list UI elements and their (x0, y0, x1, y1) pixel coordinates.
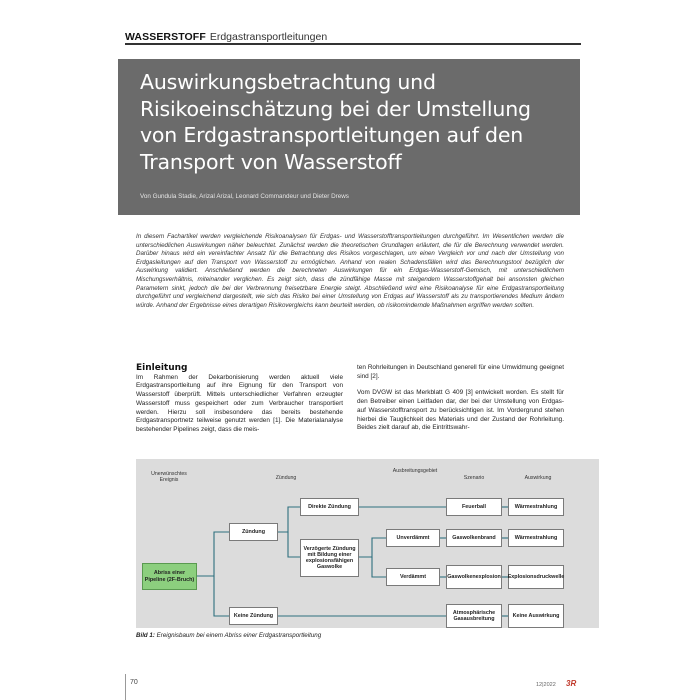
section-header (125, 27, 581, 43)
article-title: Auswirkungsbetrachtung und Risikoeinschätzung bei der Umstellung von Erdgastransportleitungen auf den Transport von Wasserstoff (140, 70, 531, 174)
header-event: Unerwünschtes Ereignis (151, 471, 187, 483)
node-pressure-wave: Explosionsdruckwelle (508, 565, 564, 589)
page-number: 70 (130, 679, 138, 686)
caption-text: Ereignisbaum bei einem Abriss einer Erdgastransportleitung (156, 632, 322, 639)
body-column-left (136, 364, 343, 443)
journal-logo: 3R (566, 679, 577, 688)
header-scenario: Szenario (463, 475, 485, 481)
node-delayed-ignition: Verzögerte Zündung mit Bildung einer explosionsfähigen Gaswolke (300, 539, 359, 577)
connector-ignition-delayed (288, 532, 300, 557)
footer-divider (125, 674, 126, 700)
node-confined: Verdämmt (386, 568, 440, 586)
intro-paragraph-continued: ten Rohrleitungen in Deutschland generell für eine Umwidmung geeignet sind [2]. (357, 364, 564, 380)
node-gas-cloud-explosion: Gaswolkenexplosion (446, 565, 502, 589)
node-fireball: Feuerball (446, 498, 502, 516)
header-divider (125, 43, 581, 45)
node-flash-fire: Gaswolkenbrand (446, 529, 502, 547)
connector-delayed-unconfined (359, 538, 386, 557)
section-label: WASSERSTOFF (125, 31, 206, 43)
connector-ignition-direct (278, 507, 300, 532)
header-spread-area: Ausbreitungsgebiet (392, 468, 438, 474)
connector-root-ignition (197, 532, 229, 576)
node-direct-ignition: Direkte Zündung (300, 498, 359, 516)
node-no-effect: Keine Auswirkung (508, 604, 564, 628)
body-column-right (357, 364, 564, 441)
node-heat-radiation-1: Wärmestrahlung (508, 498, 564, 516)
header-effect: Auswirkung (524, 475, 552, 481)
intro-paragraph-1: Im Rahmen der Dekarbonisierung werden aktuell viele Erdgastransportleitung auf ihre Eignung für den Transport von Wasserstoff überprüft. Mittels unterschiedlicher Verfahren erzeugter Wasserstoff muss gespeichert oder zum Verbraucher transportiert werden. Hierzu soll insbesondere das bereits bestehende Erdgastransportnetz teilweise genutzt werden [1]. Die Materialanalyse bestehender Pipelines zeigt, dass die meis- (136, 373, 343, 433)
title-banner (118, 59, 580, 215)
node-no-ignition: Keine Zündung (229, 607, 278, 625)
event-tree-figure (136, 459, 599, 628)
node-ignition: Zündung (229, 523, 278, 541)
subsection-label: Erdgastransportleitungen (209, 31, 328, 43)
figure-caption (136, 632, 321, 639)
caption-label: Bild 1: (136, 632, 155, 639)
header-ignition: Zündung (275, 475, 297, 481)
connector-delayed-confined (372, 557, 386, 577)
node-gas-dispersion: Atmosphärische Gasausbreitung (446, 604, 502, 628)
intro-heading: Einleitung (136, 363, 188, 373)
intro-paragraph-2: Vom DVGW ist das Merkblatt G 409 [3] entwickelt worden. Es stellt für den Betreiber einen Leitfaden dar, der bei der Umstellung von Erdgas- auf Wasserstofftransport zu berücksichtigen ist. Im Vordergrund stehen hierbei die Tauglichkeit des Materials und der Zustand der Rohrleitung. Beides zielt darauf ab, die Eintrittswahr- (357, 389, 564, 432)
article-abstract: In diesem Fachartikel werden vergleichende Risikoanalysen für Erdgas- und Wasserstofftransportleitungen durchgeführt. Im Wesentlichen werden die unterschiedlichen Auswirkungen näher beleuchtet. Zunächst werden die theoretischen Grundlagen erläutert, die für die Berechnung verwendet werden. Darüber hinaus wird ein vereinfachter Ansatz für die Betrachtung des Risikos vorgeschlagen, um einen Vergleich vor und nach der Umstellung von Erdgasleitungen auf den Transport von Wasserstoff zu ermöglichen. Anhand von realen Schadensfällen wird das Berechnungstool bezüglich der Auswirkung validiert. Anschließend werden die berechneten Auswirkungen für ein Erdgas-Wasserstoff-Gemisch, mit unterschiedlichem Mischungsverhältnis, miteinander verglichen. Es zeigt sich, dass die zündfähige Masse mit steigendem Wasserstoffgehalt bei ansonsten gleichen Parametern sinkt, jedoch die bei der Verbrennung freisetzbare Energie steigt. Abschließend wird eine Risikoanalyse für eine Erdgastransportleitung durchgeführt und vergleichend dargestellt, wie sich das Risiko bei einer Umstellung von Erdgas auf Wasserstoff als zu transportierendes Medium ändern würde. Anhand der Ergebnisse eines derartigen Risikovergleichs kann beurteilt werden, ob risikomindernde Maßnahmen ergriffen werden sollten. (136, 233, 564, 309)
node-pipeline-rupture: Abriss einer Pipeline (2F-Bruch) (142, 563, 197, 590)
connector-root-no-ignition (214, 576, 229, 616)
node-heat-radiation-2: Wärmestrahlung (508, 529, 564, 547)
node-unconfined: Unverdämmt (386, 529, 440, 547)
article-authors: Von Gundula Stadie, Arizal Arizal, Leonard Commandeur und Dieter Drews (140, 193, 349, 200)
issue-number: 12|2022 (536, 682, 556, 688)
